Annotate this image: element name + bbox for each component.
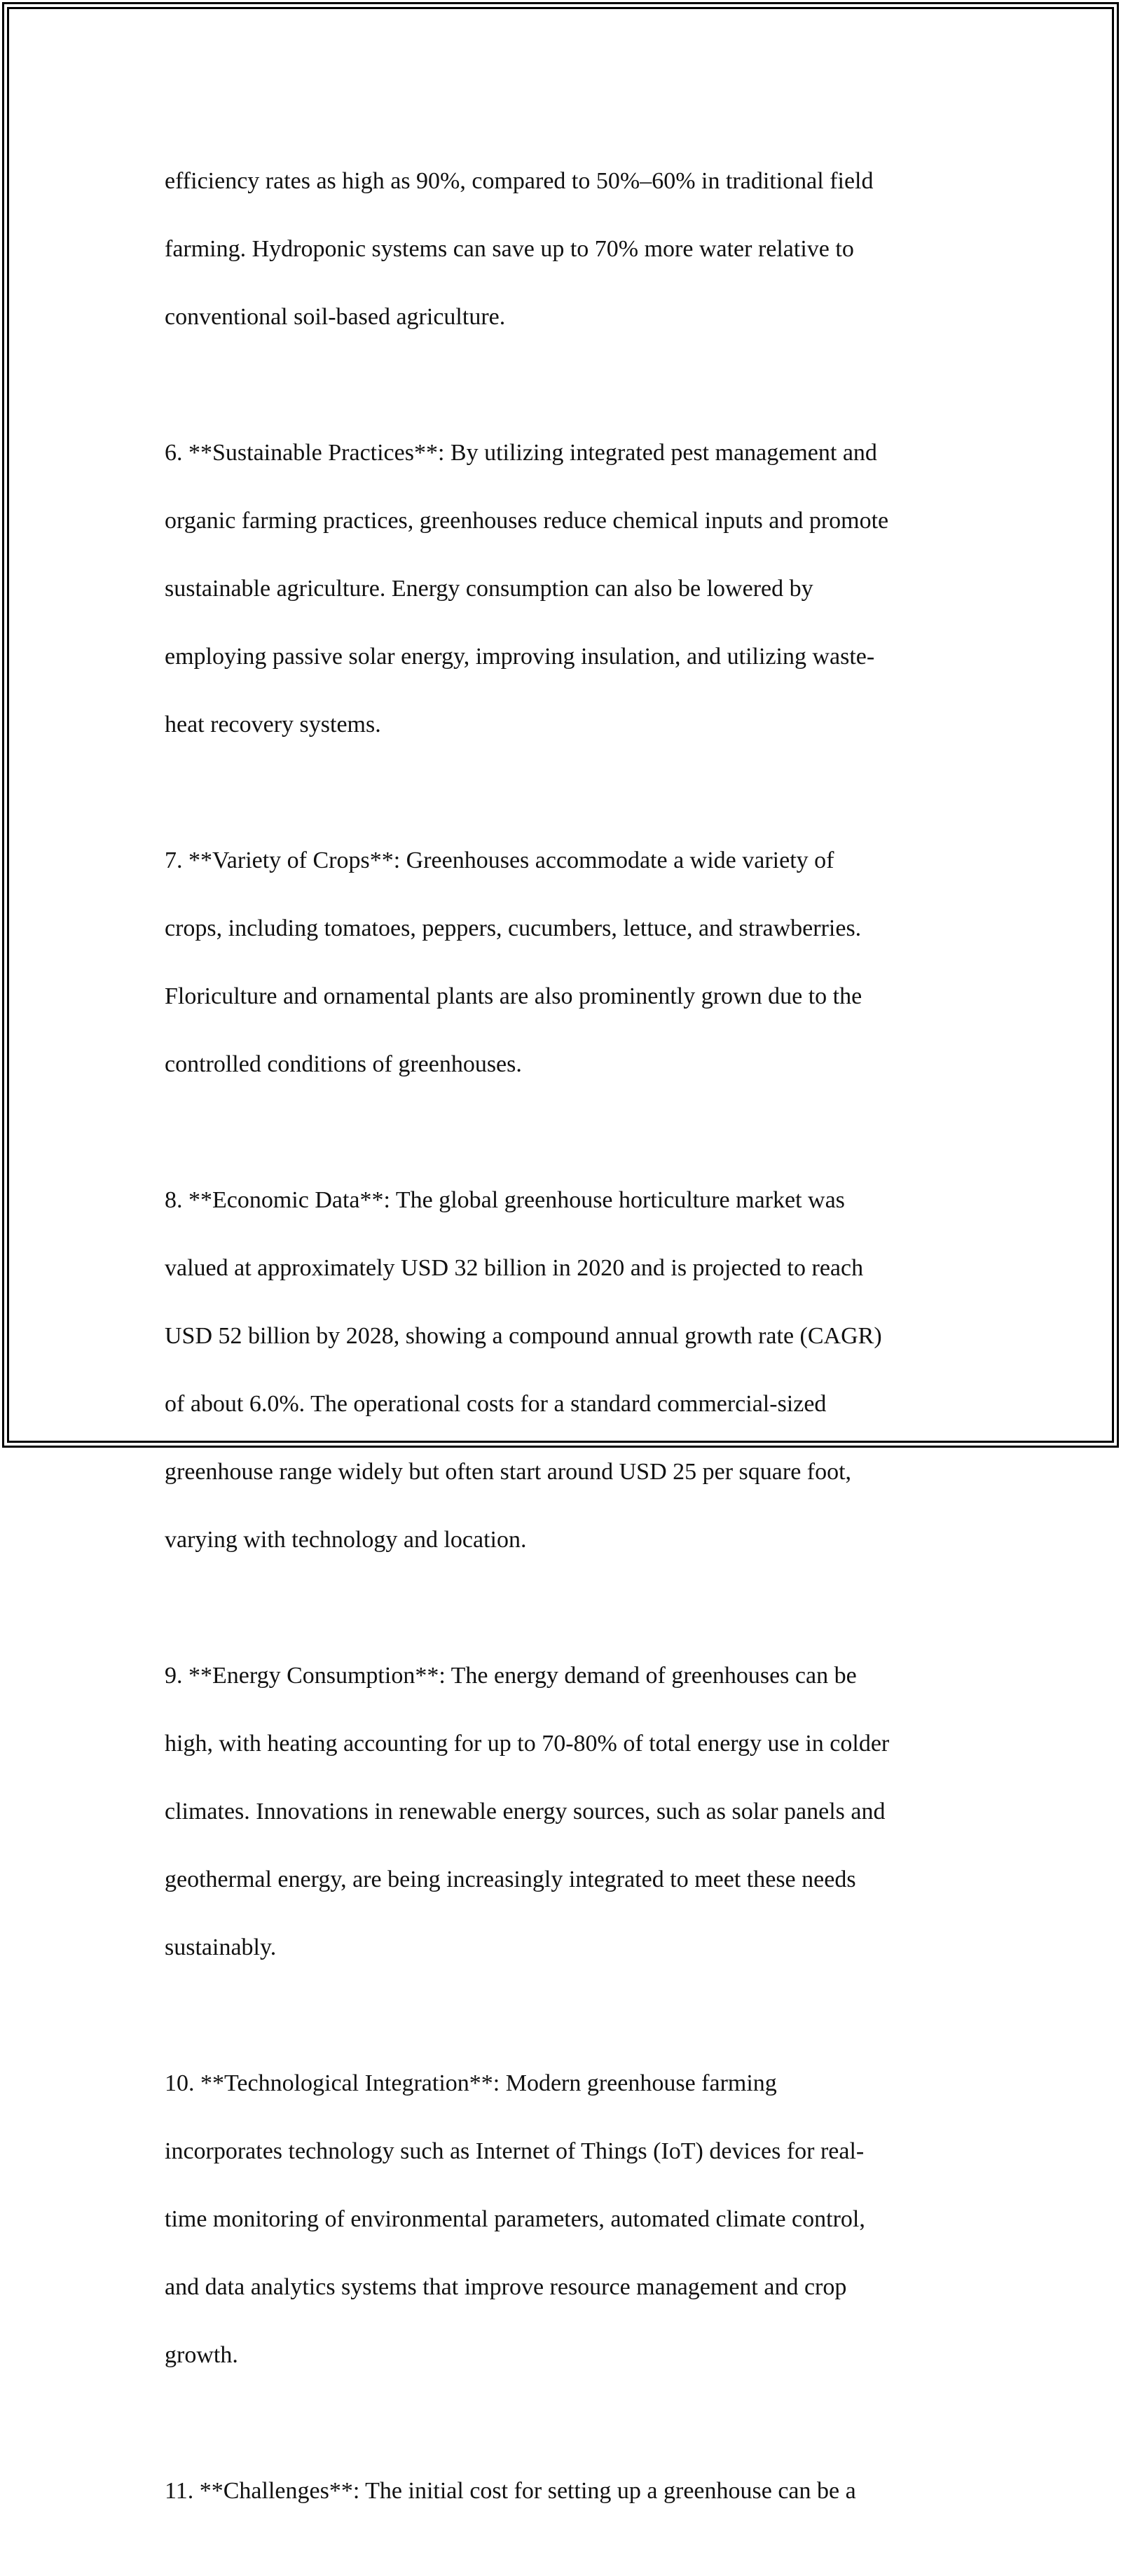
document-body (165, 130, 956, 2576)
text-line: Floriculture and ornamental plants are also prominently grown due to the (165, 983, 862, 1009)
text-line: sustainable agriculture. Energy consumption can also be lowered by (165, 575, 813, 602)
text-line: 8. **Economic Data**: The global greenhouse horticulture market was (165, 1186, 845, 1213)
paragraph-water-efficiency (165, 130, 956, 368)
text-line: greenhouse range widely but often start around USD 25 per square foot, (165, 1458, 852, 1485)
text-line: varying with technology and location. (165, 1526, 527, 1553)
text-line: heat recovery systems. (165, 711, 381, 738)
text-line: 6. **Sustainable Practices**: By utilizing integrated pest management and (165, 439, 877, 466)
text-line: organic farming practices, greenhouses reduce chemical inputs and promote (165, 507, 889, 534)
text-line: 10. **Technological Integration**: Modern greenhouse farming (165, 2070, 777, 2096)
text-line: 11. **Challenges**: The initial cost for setting up a greenhouse can be a (165, 2477, 856, 2504)
text-line: geothermal energy, are being increasingly integrated to meet these needs (165, 1866, 856, 1892)
text-line: conventional soil-based agriculture. (165, 303, 506, 330)
paragraph-variety-of-crops (165, 810, 956, 1116)
paragraph-technological-integration (165, 2033, 956, 2407)
text-line: high, with heating accounting for up to 70-80% of total energy use in colder (165, 1730, 890, 1757)
text-line: employing passive solar energy, improving insulation, and utilizing waste- (165, 643, 875, 670)
text-line: crops, including tomatoes, peppers, cucumbers, lettuce, and strawberries. (165, 915, 862, 941)
text-line: controlled conditions of greenhouses. (165, 1051, 522, 1077)
text-line: 7. **Variety of Crops**: Greenhouses accommodate a wide variety of (165, 847, 834, 873)
text-line: growth. (165, 2341, 238, 2368)
text-line: efficiency rates as high as 90%, compared to 50%–60% in traditional field (165, 167, 874, 194)
text-line: of about 6.0%. The operational costs for a standard commercial-sized (165, 1390, 827, 1417)
paragraph-economic-data (165, 1149, 956, 1591)
text-line: valued at approximately USD 32 billion in 2020 and is projected to reach (165, 1254, 864, 1281)
text-line: sustainably. (165, 1934, 277, 1960)
text-line: time monitoring of environmental parameters, automated climate control, (165, 2205, 865, 2232)
paragraph-sustainable-practices (165, 402, 956, 776)
text-line: 9. **Energy Consumption**: The energy demand of greenhouses can be (165, 1662, 857, 1689)
text-line: USD 52 billion by 2028, showing a compound annual growth rate (CAGR) (165, 1322, 882, 1349)
text-line: and data analytics systems that improve resource management and crop (165, 2273, 847, 2300)
text-line: farming. Hydroponic systems can save up to 70% more water relative to (165, 235, 854, 262)
text-line: incorporates technology such as Internet of Things (IoT) devices for real- (165, 2138, 865, 2164)
text-line: climates. Innovations in renewable energy sources, such as solar panels and (165, 1798, 886, 1824)
paragraph-energy-consumption (165, 1625, 956, 1999)
paragraph-challenges (165, 2440, 956, 2542)
